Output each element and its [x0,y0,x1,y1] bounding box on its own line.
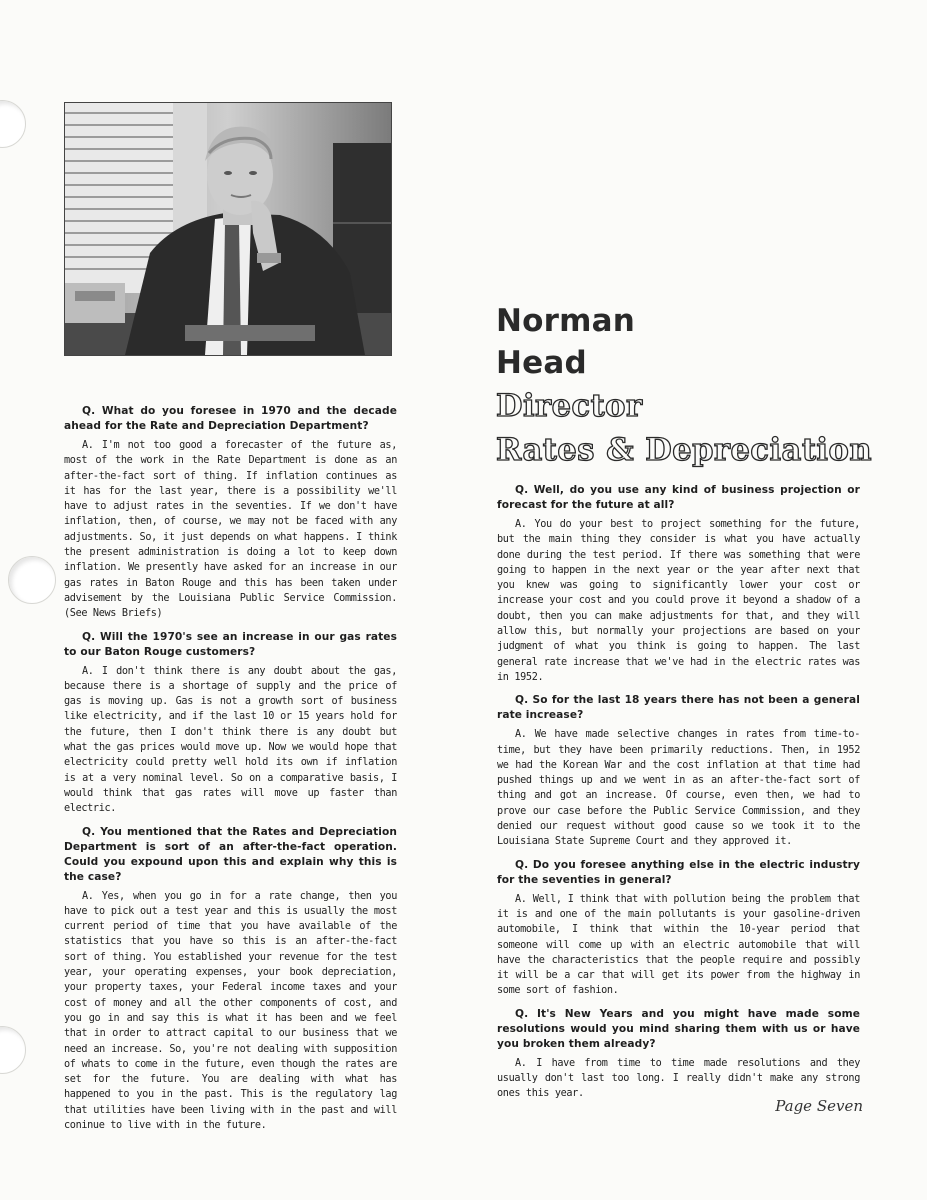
name-last: Head [496,345,587,381]
question-6: Q. Do you foresee anything else in the electric industry for the seventies in general? [497,858,860,886]
binder-hole-top [0,100,26,148]
portrait-photo-illustration [65,103,391,355]
question-7: Q. It's New Years and you might have made some resolutions would you mind sharing them with us or have you broken them already? [497,1007,860,1050]
binder-hole-middle [8,556,56,604]
binder-hole-bottom [0,1026,26,1074]
answer-7: A. I have from time to time made resolutions and they usually don't last too long. I really didn't make any strong ones this year. [497,1057,860,1100]
answer-3: A. Yes, when you go in for a rate change, then you have to pick out a test year and this is usually the most current period of time that you have available of the statistics that you have so this is an after-the-fact sort of thing. You established your revenue for the test year, your operating expenses, your book depreciation, your property taxes, your Federal income taxes and your cost of money and all the other components of cost, and you go in and say this is what it has been and we feel that in order to attract capital to our business that we need an increase. So, you're not dealing with supposition of whats to come in the future, even though the rates are set for the future. You are dealing with what has happened to you in the past. This is the regulatory lag that utilities have been living with in the past and will coninue to live with in the future. [64,890,397,1131]
right-column [497,483,860,1110]
left-column [64,404,397,1141]
question-4: Q. Well, do you use any kind of business projection or forecast for the future at all? [497,484,860,511]
portrait-photo [64,102,392,356]
answer-6: A. Well, I think that with pollution being the problem that it is and one of the main pollutants is your gasoline-driven automobile, I think that within the 10-year period that someone will come up with an electric automobile that will have the characteristics that the people require and possibly it will be a car that will get its power from the highway in some sort of fashion. [497,893,860,997]
question-1: Q. What do you foresee in 1970 and the decade ahead for the Rate and Depreciation Department? [64,405,397,432]
question-2: Q. Will the 1970's see an increase in our gas rates to our Baton Rouge customers? [64,630,397,658]
answer-4: A. You do your best to project something for the future, but the main thing they consider is what you have actually done during the test period. If there was something that were going to happen in the next year or the year after next that you knew was going to significantly lower your cost or increase your cost and you could prove it beyond a shadow of a doubt, then you can make adjustments for that, and they will allow this, but normally your projections are based on your judgment of what you think is going to happen. The last general rate increase that we've had in the electric rates was in 1952. [497,519,860,683]
question-5: Q. So for the last 18 years there has not been a general rate increase? [497,694,860,722]
title-line-2: Rates & Depreciation [496,432,873,468]
answer-5: A. We have made selective changes in rates from time-to-time, but they have been primarily reductions. Then, in 1952 we had the Korean War and the cost inflation at that time had pushed things up and we went in as an after-the-fact sort of thing and got an increase. Of course, even then, we had to prove our case before the Public Service Commission, and they denied our request without good cause so we took it to the Louisiana State Supreme Court and they approved it. [497,729,860,848]
question-3: Q. You mentioned that the Rates and Depreciation Department is sort of an after-the-fact operation. Could you expound upon this and explain why this is the case? [64,825,397,883]
answer-1: A. I'm not too good a forecaster of the future as, most of the work in the Rate Department is done as an after-the-fact sort of thing. If inflation continues as it has for the last year, there is a possibility we'll have to adjust rates in the seventies. If we don't have inflation, then, of course, we may not be faced with any adjustments. So, it just depends on what happens. I think the present administration is doing a lot to keep down inflation. We presently have asked for an increase in our gas rates in Baton Rouge and this has been taken under advisement by the Louisiana Public Service Commission. (See News Briefs) [64,440,397,620]
page-number: Page Seven [775,1097,863,1115]
article-title [496,300,876,472]
title-line-1: Director [496,388,643,424]
answer-2: A. I don't think there is any doubt about the gas, because there is a shortage of supply and the price of gas is moving up. Gas is not a growth sort of business like electricity, and if the last 10 or 15 years hold for the future, then I don't think there is any doubt but what the gas prices would move up. Now we would hope that electricity could pretty well hold its own if inflation is at a very nominal level. So on a comparative basis, I would think that gas rates will move up faster than electric. [64,665,397,815]
name-first: Norman [496,303,636,339]
